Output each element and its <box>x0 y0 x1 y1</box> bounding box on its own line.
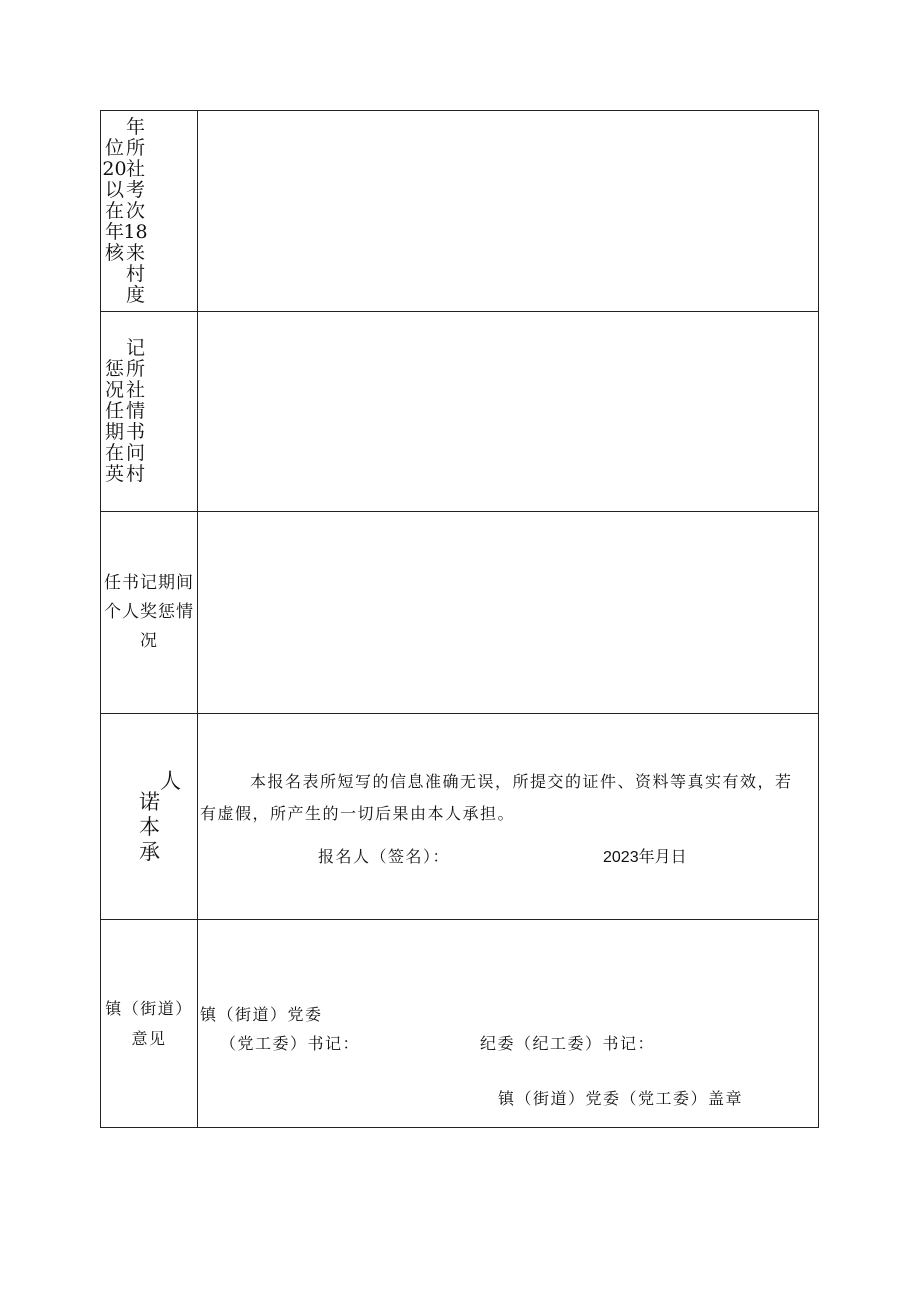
vertical-char: 所 <box>125 358 145 380</box>
vertical-char: 在 <box>104 199 124 222</box>
vertical-char: 度 <box>125 283 145 306</box>
vertical-char: 核 <box>104 241 124 264</box>
commitment-content <box>198 714 819 920</box>
signature-label: 报名人（签名）： <box>318 847 451 866</box>
opinion-label <box>101 920 198 1128</box>
vertical-char: 情 <box>125 400 145 422</box>
opinion-label-line-1: 镇（街道） <box>105 998 193 1018</box>
vertical-char: 次 <box>125 199 145 222</box>
seal-text: 镇（街道）党委（党工委）盖章 <box>498 1089 744 1108</box>
commitment-row <box>101 714 819 920</box>
vertical-char: 英 <box>104 463 124 485</box>
personal-awards-row <box>101 512 819 714</box>
vertical-char: 位 <box>104 136 124 159</box>
vertical-char: 村 <box>125 262 145 285</box>
vertical-char: 社 <box>125 379 145 401</box>
vertical-char: 惩 <box>104 358 124 380</box>
vertical-char: 考 <box>125 178 145 201</box>
personal-awards-label <box>101 512 198 714</box>
assessment-row <box>101 111 819 312</box>
vertical-char: 村 <box>125 463 145 485</box>
commitment-label <box>101 714 198 920</box>
personal-awards-line-3: 况 <box>140 631 158 651</box>
registration-form-table <box>100 110 819 1128</box>
commitment-label-col-1 <box>139 769 160 865</box>
date-text: 2023年月日 <box>603 849 687 866</box>
commitment-label-col-2 <box>160 769 181 865</box>
personal-awards-line-2: 个人奖惩情 <box>104 602 194 622</box>
vertical-char: 任 <box>104 400 124 422</box>
assessment-content[interactable] <box>198 111 819 312</box>
party-secretary-label: （党工委）书记： <box>220 1034 361 1053</box>
awards-term-label <box>101 312 198 512</box>
personal-awards-content[interactable] <box>198 512 819 714</box>
opinion-content <box>198 920 819 1128</box>
vertical-char: 问 <box>125 442 145 464</box>
opinion-label-line-2: 意见 <box>131 1028 167 1048</box>
awards-term-content[interactable] <box>198 312 819 512</box>
discipline-secretary-label: 纪委（纪工委）书记： <box>480 1034 656 1053</box>
vertical-char: 况 <box>104 379 124 401</box>
vertical-char: 诺 <box>139 789 160 814</box>
vertical-char: 以 <box>104 178 124 201</box>
vertical-char: 所 <box>125 136 145 159</box>
vertical-char: 18 <box>123 220 148 243</box>
vertical-char: 记 <box>125 337 145 359</box>
assessment-label-col-2 <box>125 117 146 306</box>
vertical-char: 人 <box>160 768 181 793</box>
vertical-char: 本 <box>139 814 160 839</box>
awards-term-label-col-1 <box>104 338 125 485</box>
vertical-char: 承 <box>139 839 160 864</box>
awards-term-row <box>101 312 819 512</box>
vertical-char: 书 <box>125 421 145 443</box>
assessment-label <box>101 111 198 312</box>
assessment-label-col-1 <box>104 117 125 264</box>
vertical-char: 在 <box>104 442 124 464</box>
pledge-text: 本报名表所短写的信息准确无误，所提交的证件、资料等真实有效，若有虚假，所产生的一切后果由本人承担。 <box>200 772 793 823</box>
vertical-char: 年 <box>125 115 145 138</box>
awards-term-label-col-2 <box>125 338 146 485</box>
opinion-row <box>101 920 819 1128</box>
party-committee-text: 镇（街道）党委 <box>200 1005 323 1024</box>
personal-awards-line-1: 任书记期间 <box>104 573 194 593</box>
vertical-char: 来 <box>125 241 145 264</box>
vertical-char: 20 <box>102 157 127 180</box>
vertical-char: 年 <box>104 220 124 243</box>
vertical-char: 期 <box>104 421 124 443</box>
vertical-char: 社 <box>125 157 145 180</box>
